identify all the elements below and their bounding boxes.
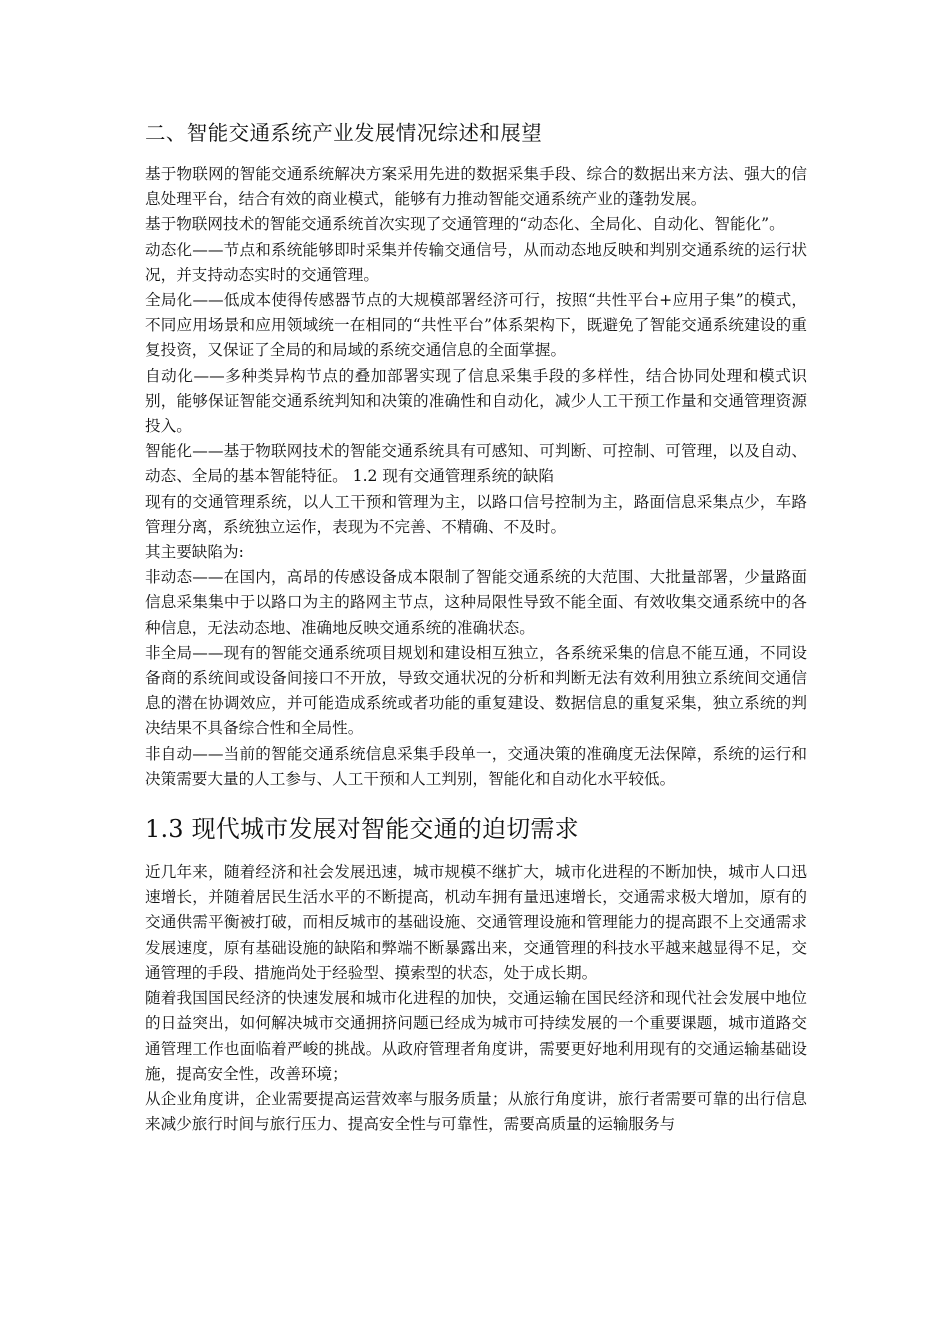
- paragraph: 非全局——现有的智能交通系统项目规划和建设相互独立，各系统采集的信息不能互通，不同设备商的系统间或设备间接口不开放，导致交通状况的分析和判断无法有效利用独立系统间交通信息的潜在协调效应，并可能造成系统或者功能的重复建设、数据信息的重复采集，独立系统的判决结果不具备综合性和全局性。: [145, 643, 807, 738]
- section-heading: 二、智能交通系统产业发展情况综述和展望: [145, 121, 543, 145]
- paragraph: 现有的交通管理系统，以人工干预和管理为主，以路口信号控制为主，路面信息采集点少，车路管理分离，系统独立运作，表现为不完善、不精确、不及时。: [145, 492, 807, 536]
- document-body: [145, 118, 807, 1137]
- paragraph: 基于物联网技术的智能交通系统首次实现了交通管理的“动态化、全局化、自动化、智能化”。: [145, 215, 785, 234]
- paragraph: 动态化——节点和系统能够即时采集并传输交通信号，从而动态地反映和判别交通系统的运行状况，并支持动态实时的交通管理。: [145, 240, 807, 284]
- paragraph: 非动态——在国内，高昂的传感设备成本限制了智能交通系统的大范围、大批量部署，少量路面信息采集集中于以路口为主的路网主节点，这种局限性导致不能全面、有效收集交通系统中的各种信息，无法动态地、准确地反映交通系统的准确状态。: [145, 568, 807, 637]
- paragraph: 随着我国国民经济的快速发展和城市化进程的加快，交通运输在国民经济和现代社会发展中地位的日益突出，如何解决城市交通拥挤问题已经成为城市可持续发展的一个重要课题，城市道路交通管理工作也面临着严峻的挑战。从政府管理者角度讲，需要更好地利用现有的交通运输基础设施，提高安全性，改善环境；: [145, 989, 807, 1083]
- subsection-heading: 1.3 现代城市发展对智能交通的迫切需求: [145, 815, 579, 844]
- paragraph: 全局化——低成本使得传感器节点的大规模部署经济可行，按照“共性平台+应用子集”的模式，不同应用场景和应用领域统一在相同的“共性平台”体系架构下，既避免了智能交通系统建设的重复投资，又保证了全局的和局域的系统交通信息的全面掌握。: [145, 291, 807, 360]
- paragraph: 自动化——多种类异构节点的叠加部署实现了信息采集手段的多样性，结合协同处理和模式识别，能够保证智能交通系统判知和决策的准确性和自动化，减少人工干预工作量和交通管理资源投入。: [145, 366, 807, 436]
- paragraph: 从企业角度讲，企业需要提高运营效率与服务质量；从旅行角度讲，旅行者需要可靠的出行信息来减少旅行时间与旅行压力、提高安全性与可靠性，需要高质量的运输服务与: [145, 1089, 807, 1134]
- paragraph: 智能化——基于物联网技术的智能交通系统具有可感知、可判断、可控制、可管理，以及自动、动态、全局的基本智能特征。 1.2 现有交通管理系统的缺陷: [145, 442, 807, 486]
- paragraph: 非自动——当前的智能交通系统信息采集手段单一，交通决策的准确度无法保障，系统的运行和决策需要大量的人工参与、人工干预和人工判别，智能化和自动化水平较低。: [145, 744, 807, 788]
- paragraph: 基于物联网的智能交通系统解决方案采用先进的数据采集手段、综合的数据出来方法、强大的信息处理平台，结合有效的商业模式，能够有力推动智能交通系统产业的蓬勃发展。: [145, 165, 807, 209]
- paragraph: 其主要缺陷为:: [145, 543, 244, 562]
- paragraph: 近几年来，随着经济和社会发展迅速，城市规模不继扩大，城市化进程的不断加快，城市人口迅速增长，并随着居民生活水平的不断提高，机动车拥有量迅速增长，交通需求极大增加，原有的交通供需平衡被打破，而相反城市的基础设施、交通管理设施和管理能力的提高跟不上交通需求发展速度，原有基础设施的缺陷和弊端不断暴露出来，交通管理的科技水平越来越显得不足，交通管理的手段、措施尚处于经验型、摸索型的状态，处于成长期。: [145, 863, 807, 982]
